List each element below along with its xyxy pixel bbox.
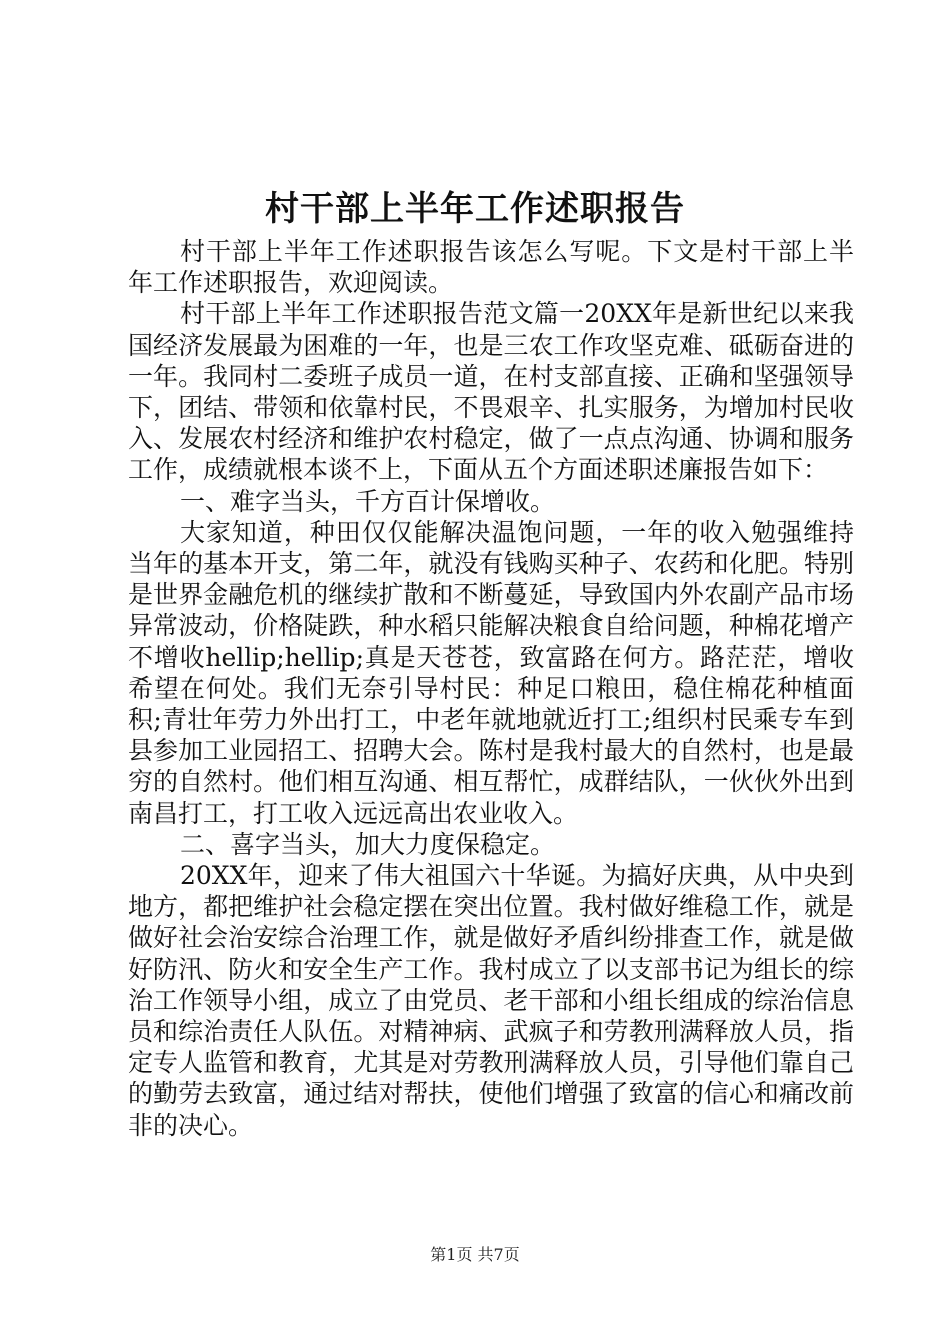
section-1-paragraph: 大家知道，种田仅仅能解决温饱问题，一年的收入勉强维持当年的基本开支，第二年，就没有钱购买种子、农药和化肥。特别是世界金融危机的继续扩散和不断蔓延，导致国内外农副产品市场异常波动，价格陡跌，种水稻只能解决粮食自给问题，种棉花增产不增收hellip;hellip;真是天苍苍，致富路在何方。路茫茫，增收希望在何处。我们无奈引导村民：种足口粮田，稳住棉花种植面积;青壮年劳力外出打工，中老年就地就近打工;组织村民乘专车到县参加工业园招工、招聘大会。陈村是我村最大的自然村，也是最穷的自然村。他们相互沟通、相互帮忙，成群结队，一伙伙外出到南昌打工，打工收入远远高出农业收入。 bbox=[128, 517, 854, 828]
opening-paragraph: 村干部上半年工作述职报告范文篇一20XX年是新世纪以来我国经济发展最为困难的一年，也是三农工作攻坚克难、砥砺奋进的一年。我同村二委班子成员一道，在村支部直接、正确和坚强领导下，团结、带领和依靠村民，不畏艰辛、扎实服务，为增加村民收入、发展农村经济和维护农村稳定，做了一点点沟通、协调和服务工作，成绩就根本谈不上，下面从五个方面述职述廉报告如下： bbox=[128, 299, 854, 485]
intro-paragraph: 村干部上半年工作述职报告该怎么写呢。下文是村干部上半年工作述职报告，欢迎阅读。 bbox=[128, 237, 854, 298]
document-body bbox=[128, 236, 854, 1141]
section-2-paragraph: 20XX年，迎来了伟大祖国六十华诞。为搞好庆典，从中央到地方，都把维护社会稳定摆在突出位置。我村做好维稳工作，就是做好社会治安综合治理工作，就是做好矛盾纠纷排查工作，就是做好防汛、防火和安全生产工作。我村成立了以支部书记为组长的综治工作领导小组，成立了由党员、老干部和小组长组成的综治信息员和综治责任人队伍。对精神病、武疯子和劳教刑满释放人员，指定专人监管和教育，尤其是对劳教刑满释放人员，引导他们靠自己的勤劳去致富，通过结对帮扶，使他们增强了致富的信心和痛改前非的决心。 bbox=[128, 861, 854, 1140]
section-heading-2: 二、喜字当头，加大力度保稳定。 bbox=[180, 829, 556, 859]
section-heading-1: 一、难字当头，千方百计保增收。 bbox=[180, 486, 556, 516]
page-footer: 第1页 共7页 bbox=[430, 1245, 520, 1264]
document-title: 村干部上半年工作述职报告 bbox=[265, 189, 685, 229]
